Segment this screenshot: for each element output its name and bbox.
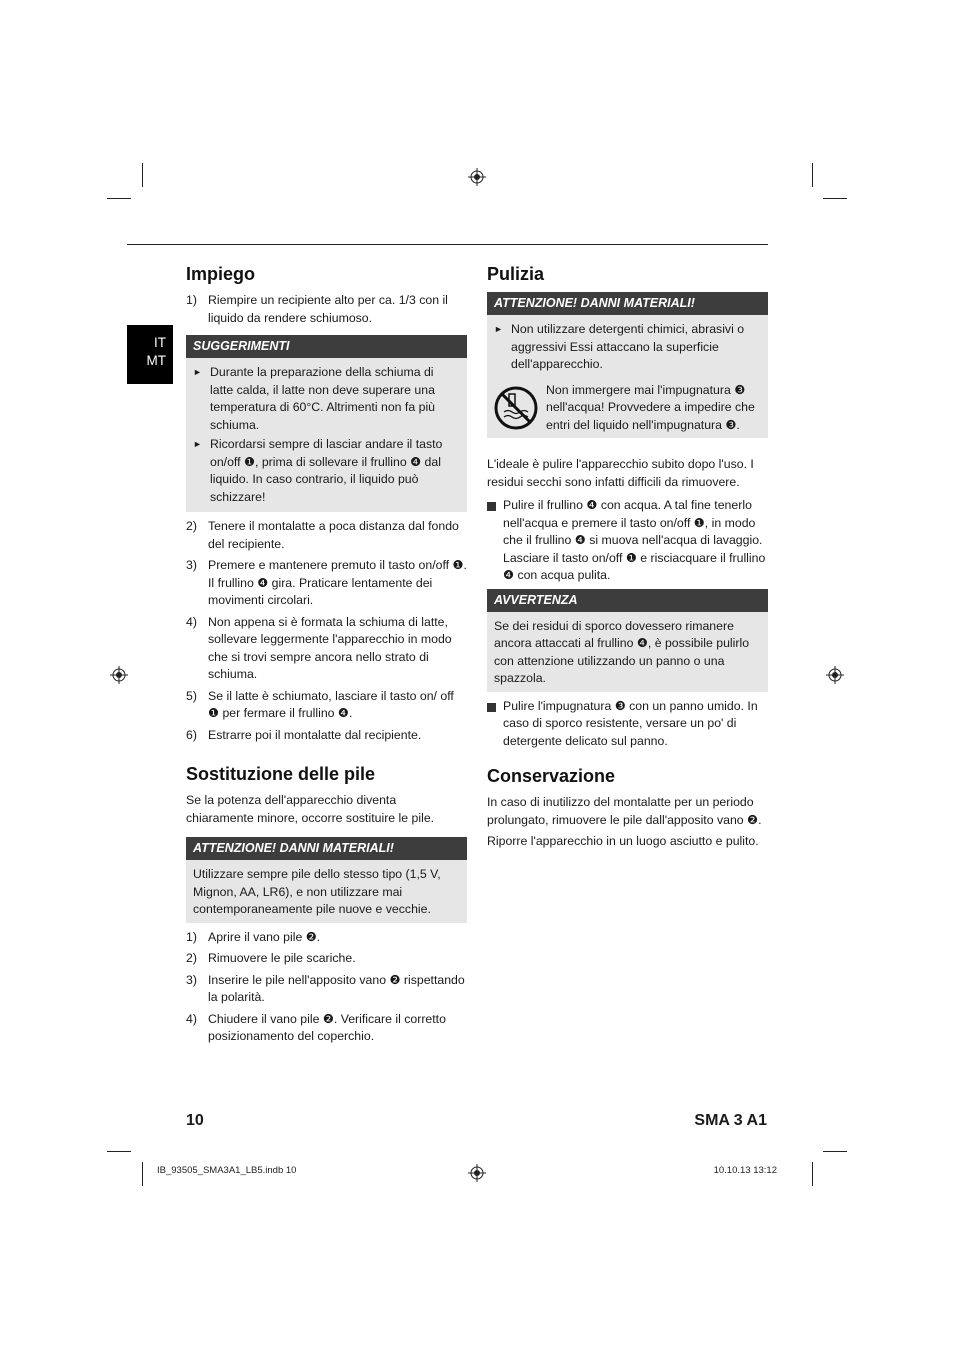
- crop-mark: [812, 1162, 813, 1186]
- list-item: [186, 1011, 467, 1046]
- step-number: 5): [186, 688, 197, 703]
- square-bullet-icon: [487, 502, 496, 511]
- step-text: Rimuovere le pile scariche.: [208, 951, 356, 965]
- registration-mark-icon: [826, 666, 844, 684]
- paragraph: L'ideale è pulire l'apparecchio subito dopo l'uso. I residui secchi sono infatti difficili da rimuovere.: [487, 457, 754, 489]
- crop-mark: [107, 1151, 131, 1152]
- step-number: 3): [186, 972, 197, 987]
- arrow-bullet-icon: ►: [193, 367, 202, 377]
- list-item: [487, 497, 768, 585]
- print-slug-date: 10.10.13 13:12: [713, 1165, 777, 1176]
- crop-mark: [107, 198, 131, 199]
- model-name: SMA 3 A1: [694, 1112, 767, 1129]
- arrow-bullet-icon: ►: [494, 324, 503, 334]
- list-item: [186, 950, 467, 968]
- notice-box-header: AVVERTENZA: [487, 589, 768, 612]
- step-text: Tenere il montalatte a poca distanza dal fondo del recipiente.: [208, 519, 459, 551]
- step-text: Aprire il vano pile ❷.: [208, 929, 321, 944]
- step-number: 2): [186, 519, 197, 533]
- step-number: 1): [186, 293, 197, 307]
- crop-mark: [142, 1162, 143, 1186]
- list-item: [494, 321, 761, 374]
- paragraph: In caso di inutilizzo del montalatte per un periodo prolungato, rimuovere le pile dall'apposito vano ❷.: [487, 795, 762, 827]
- tip-text: Durante la preparazione della schiuma di latte calda, il latte non deve superare una temperatura di 60°C. Altrimenti non fa più schiuma.: [210, 365, 436, 432]
- square-bullet-icon: [487, 703, 496, 712]
- crop-mark: [823, 1151, 847, 1152]
- registration-mark-icon: [110, 666, 128, 684]
- list-item: [186, 292, 467, 327]
- list-item: [186, 727, 467, 745]
- step-text: Se il latte è schiumato, lasciare il tasto on/ off ❶ per fermare il frullino ❹.: [208, 688, 454, 720]
- list-item: [186, 688, 467, 723]
- registration-mark-icon: [468, 168, 486, 186]
- step-number: 6): [186, 727, 197, 742]
- list-item: [193, 364, 460, 434]
- section-title-pulizia: Pulizia: [487, 264, 545, 284]
- language-tab: [127, 325, 173, 384]
- warning-text: Non utilizzare detergenti chimici, abrasivi o aggressivi Essi attaccano la superficie dell'apparecchio.: [511, 322, 745, 371]
- list-item: [193, 436, 460, 506]
- no-water-immersion-icon: [492, 384, 540, 432]
- left-column: [186, 262, 467, 1050]
- step-number: 1): [186, 929, 197, 944]
- crop-mark: [823, 198, 847, 199]
- print-slug-file: IB_93505_SMA3A1_LB5.indb 10: [157, 1165, 297, 1176]
- step-number: 2): [186, 951, 197, 965]
- list-item: [487, 698, 768, 751]
- section-title-conservazione: Conservazione: [487, 766, 616, 786]
- step-number: 4): [186, 1011, 197, 1026]
- language-code: MT: [146, 353, 166, 368]
- warning-box-text: Utilizzare sempre pile dello stesso tipo (1,5 V, Mignon, AA, LR6), e non utilizzare mai contemporaneamente pile nuove e vecchie.: [193, 867, 441, 916]
- list-item: [186, 929, 467, 947]
- crop-mark: [812, 163, 813, 187]
- step-number: 3): [186, 558, 197, 572]
- language-code: IT: [154, 335, 166, 350]
- step-text: Estrarre poi il montalatte dal recipiente.: [208, 727, 422, 742]
- list-item: [186, 972, 467, 1007]
- step-text: Premere e mantenere premuto il tasto on/off ❶. Il frullino ❹ gira. Praticare lentamente dei movimenti circolari.: [208, 558, 467, 607]
- warning-box: [186, 837, 467, 923]
- list-item: [186, 557, 467, 610]
- step-text: Inserire le pile nell'apposito vano ❷ rispettando la polarità.: [208, 972, 465, 1004]
- crop-mark: [142, 163, 143, 187]
- no-immersion-notice: [494, 382, 761, 435]
- warning-box: [487, 292, 768, 438]
- registration-mark-icon: [468, 1164, 486, 1182]
- step-text: Non appena si è formata la schiuma di latte, sollevare leggermente l'apparecchio in modo che si trovi sempre ancora nello strato di schiuma.: [208, 614, 452, 681]
- list-item: [186, 518, 467, 553]
- page-number: 10: [186, 1112, 204, 1129]
- arrow-bullet-icon: ►: [193, 439, 202, 449]
- warning-box-header: ATTENZIONE! DANNI MATERIALI!: [186, 837, 467, 860]
- tip-text: Ricordarsi sempre di lasciar andare il tasto on/off ❶, prima di sollevare il frullino ❹ dal liquido. In caso contrario, il liquido può schizzare!: [210, 437, 443, 504]
- section-title-impiego: Impiego: [186, 264, 256, 284]
- header-rule: [127, 244, 768, 245]
- warning-box-header: ATTENZIONE! DANNI MATERIALI!: [487, 292, 768, 315]
- paragraph: Riporre l'apparecchio in un luogo asciutto e pulito.: [487, 834, 759, 848]
- section-title-pile: Sostituzione delle pile: [186, 764, 376, 784]
- list-item: [186, 614, 467, 684]
- warning-text: Non immergere mai l'impugnatura ❸ nell'acqua! Provvedere a impedire che entri del liquido nell'impugnatura ❸.: [546, 382, 755, 432]
- tips-box-header: SUGGERIMENTI: [186, 335, 467, 358]
- tips-box: [186, 335, 467, 512]
- step-number: 4): [186, 614, 197, 629]
- right-column: [487, 262, 768, 855]
- step-text: Riempire un recipiente alto per ca. 1/3 con il liquido da rendere schiumoso.: [208, 293, 448, 325]
- notice-box: [487, 589, 768, 692]
- paragraph: Se la potenza dell'apparecchio diventa chiaramente minore, occorre sostituire le pile.: [186, 793, 435, 825]
- step-text: Chiudere il vano pile ❷. Verificare il corretto posizionamento del coperchio.: [208, 1011, 446, 1043]
- item-text: Pulire il frullino ❹ con acqua. A tal fine tenerlo nell'acqua e premere il tasto on/off ❶, in modo che il frullino ❹ si muova nell'acqua di lavaggio. Lasciare il tasto on/off ❶ e risciacquare il frullino ❹ con acqua pulita.: [503, 498, 766, 582]
- item-text: Pulire l'impugnatura ❸ con un panno umido. In caso di sporco resistente, versare un po' di detergente delicato sul panno.: [503, 698, 758, 748]
- notice-box-text: Se dei residui di sporco dovessero rimanere ancora attaccati al frullino ❹, è possibile pulirlo con attenzione utilizzando un panno o una spazzola.: [494, 618, 750, 685]
